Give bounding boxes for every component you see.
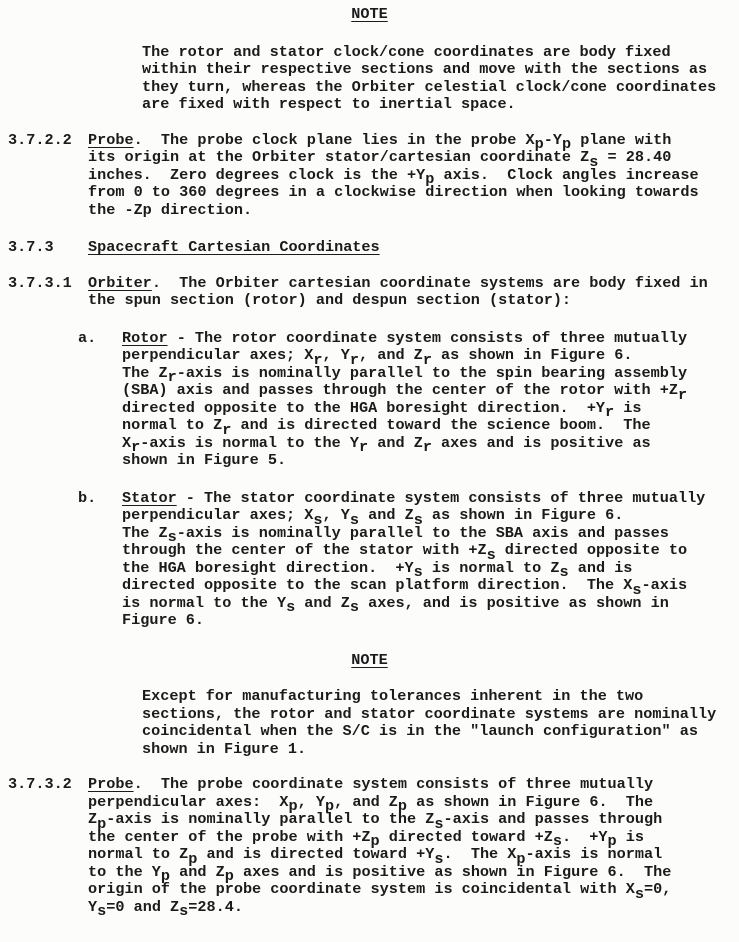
text-line: is normal to the Ys and Zs axes, and is positive as shown in: [122, 593, 669, 616]
subscript-text: r: [167, 368, 177, 386]
text-line: are fixed with respect to inertial space.: [142, 95, 516, 113]
text-line: The rotor and stator clock/cone coordinates are body fixed: [142, 42, 671, 61]
note-heading: [8, 652, 731, 670]
text-line: within their respective sections and move with the sections as: [142, 60, 708, 78]
text-line: Xr-axis is normal to the Yr and Zr axes and is positive as: [122, 433, 651, 456]
underlined-text: Orbiter: [88, 273, 152, 292]
text-line: [88, 239, 739, 257]
underlined-text: Spacecraft Cartesian Coordinates: [88, 238, 380, 256]
subscript-text: s: [349, 510, 359, 529]
section-3.7.3.2: [8, 775, 739, 920]
subscript-text: s: [167, 528, 177, 546]
text-line: inches. Zero degrees clock is the +Yp axis. Clock angles increase: [88, 165, 699, 188]
subscript-text: p: [160, 867, 171, 885]
text-line: shown in Figure 1.: [142, 739, 307, 758]
subscript-text: p: [516, 849, 526, 868]
text-line: through the center of the stator with +Zs directed opposite to: [122, 541, 688, 564]
text-line: normal to Zr and is directed toward the science boom. The: [122, 416, 651, 439]
subscript-text: p: [425, 170, 435, 188]
text-line: its origin at the Orbiter stator/cartesian coordinate Zs = 28.40: [88, 148, 672, 171]
text-line: perpendicular axes; Xr, Yr, and Zr as shown in Figure 6.: [122, 346, 633, 369]
subscript-text: p: [607, 832, 617, 850]
text-line: perpendicular axes: Xp, Yp, and Zp as shown in Figure 6. The: [88, 792, 654, 815]
text-line: Rotor - The rotor coordinate system consists of three mutually: [122, 328, 688, 347]
section-number: 3.7.3: [8, 238, 54, 256]
note-heading-label: NOTE: [351, 650, 388, 669]
underlined-text: Rotor: [122, 328, 168, 347]
subscript-text: s: [589, 152, 599, 171]
subscript-text: r: [359, 438, 369, 456]
subscript-text: s: [486, 545, 496, 564]
subscript-text: s: [634, 884, 644, 903]
subscript-text: p: [224, 867, 234, 885]
note-heading-label: NOTE: [351, 5, 388, 23]
subscript-text: s: [313, 510, 323, 529]
subscript-text: r: [422, 438, 432, 456]
text-line: directed opposite to the scan platform direction. The Xs-axis: [122, 576, 688, 599]
underlined-text: Probe: [88, 130, 134, 149]
section-number: 3.7.3.1: [8, 273, 72, 292]
text-line: Figure 6.: [122, 611, 205, 629]
text-line: perpendicular axes; Xs, Ys and Zs as shown in Figure 6.: [122, 506, 624, 529]
text-line: the -Zp direction.: [88, 200, 253, 219]
subscript-text: p: [561, 135, 572, 153]
section-number: 3.7.2.2: [8, 130, 72, 149]
text-line: they turn, whereas the Orbiter celestial clock/cone coordinates: [142, 77, 717, 96]
underlined-text: Stator: [122, 488, 177, 507]
subscript-text: s: [349, 598, 359, 616]
text-line: Probe. The probe coordinate system consists of three mutually: [88, 775, 654, 793]
subscript-text: s: [413, 563, 423, 581]
text-line: the center of the probe with +Zp directed toward +Zs. +Yp is: [88, 827, 645, 850]
subscript-text: r: [222, 420, 232, 439]
subscript-text: p: [534, 135, 544, 153]
text-line: directed opposite to the HGA boresight direction. +Yr is: [122, 398, 642, 421]
text-line: to the Yp and Zp axes and is positive as shown in Figure 6. The: [88, 862, 672, 885]
section-3.7.3.1: [8, 275, 739, 310]
list-item-b: [8, 490, 739, 630]
subscript-text: s: [632, 580, 642, 599]
subscript-text: s: [434, 814, 444, 833]
text-line: Except for manufacturing tolerances inherent in the two: [142, 687, 644, 705]
text-line: Probe. The probe clock plane lies in the probe Xp-Yp plane with: [88, 130, 672, 153]
text-line: sections, the rotor and stator coordinate systems are nominally: [142, 704, 717, 723]
subscript-text: s: [97, 902, 107, 920]
subscript-text: s: [179, 902, 189, 920]
list-marker: b.: [78, 488, 97, 507]
subscript-text: p: [188, 849, 198, 868]
subscript-text: p: [288, 797, 298, 815]
text-line: (SBA) axis and passes through the center of the rotor with +Zr: [122, 381, 688, 404]
text-line: Ys=0 and Zs=28.4.: [88, 897, 243, 920]
subscript-text: r: [605, 403, 615, 421]
subscript-text: s: [559, 563, 569, 581]
section-number: 3.7.3.2: [8, 775, 72, 793]
note-body: [8, 688, 739, 758]
subscript-text: s: [552, 832, 562, 850]
text-line: coincidental when the S/C is in the "launch configuration" as: [142, 722, 698, 740]
subscript-text: p: [370, 832, 380, 850]
subscript-text: r: [422, 350, 432, 369]
text-line: normal to Zp and is directed toward +Ys. The Xp-axis is normal: [88, 845, 663, 868]
list-item-a: [8, 330, 739, 470]
underlined-text: Probe: [88, 775, 134, 793]
subscript-text: p: [324, 797, 335, 815]
text-line: The Zr-axis is nominally parallel to the spin bearing assembly: [122, 363, 688, 386]
text-line: origin of the probe coordinate system is coincidental with Xs=0,: [88, 880, 672, 903]
subscript-text: r: [313, 350, 323, 369]
subscript-text: s: [286, 598, 296, 616]
text-line: the HGA boresight direction. +Ys is normal to Zs and is: [122, 558, 633, 581]
subscript-text: s: [413, 510, 423, 529]
text-line: The Zs-axis is nominally parallel to the SBA axis and passes: [122, 523, 669, 546]
subscript-text: p: [97, 814, 107, 833]
text-line: shown in Figure 5.: [122, 451, 287, 469]
subscript-text: r: [131, 438, 141, 456]
text-line: Zp-axis is nominally parallel to the Zs-axis and passes through: [88, 810, 663, 833]
document-body: [8, 5, 739, 920]
subscript-text: r: [349, 350, 359, 369]
text-line: Orbiter. The Orbiter cartesian coordinate systems are body fixed in: [88, 273, 708, 292]
text-line: Stator - The stator coordinate system consists of three mutually: [122, 488, 706, 507]
note-body: [8, 44, 739, 114]
text-line: from 0 to 360 degrees in a clockwise direction when looking towards: [88, 183, 699, 201]
section-3.7.3: [8, 239, 739, 257]
list-marker: a.: [78, 328, 97, 347]
subscript-text: s: [434, 849, 444, 868]
subscript-text: p: [397, 797, 408, 815]
note-heading: [8, 6, 731, 24]
subscript-text: r: [677, 385, 688, 404]
section-3.7.2.2: [8, 132, 739, 220]
text-line: the spun section (rotor) and despun section (stator):: [88, 291, 572, 309]
